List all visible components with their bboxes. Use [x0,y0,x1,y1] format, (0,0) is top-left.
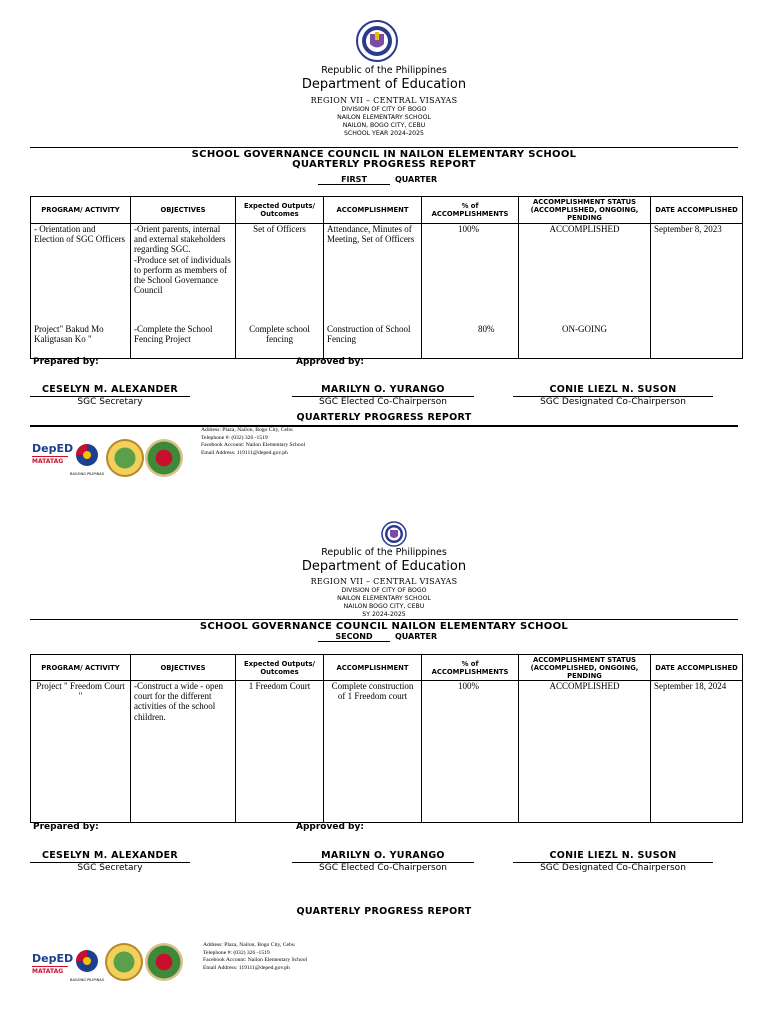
division-seal-icon [145,943,183,981]
school-text: NAILON ELEMENTARY SCHOOL [337,595,431,602]
col-date: DATE ACCOMPLISHED [651,197,743,224]
footer-address-block [201,427,305,457]
signatory-name: CESELYN M. ALEXANDER [41,850,179,861]
cell-program: Project" Bakud Mo Kaligtasan Ko " [31,324,131,359]
cell-outputs: Complete school fencing [236,324,324,359]
header-divider [30,619,738,620]
signatory-role: SGC Elected Co-Chairperson [319,863,447,873]
deped-matatag-logo: DepED MATATAG [32,952,74,975]
division-seal-icon [145,439,183,477]
col-status: ACCOMPLISHMENT STATUS (ACCOMPLISHED, ONGOING, PENDING [519,655,651,681]
table-row [31,324,743,359]
address-text: NAILON, BOGO CITY, CEBU [342,122,426,129]
col-program: PROGRAM/ ACTIVITY [31,197,131,224]
bagong-pilipinas-logo [70,947,104,985]
signatory-name: MARILYN O. YURANGO [321,850,445,861]
svg-text:BAGONG PILIPINAS: BAGONG PILIPINAS [70,978,104,982]
cell-outputs: Set of Officers [236,224,324,324]
cell-accomplishment: Complete construction of 1 Freedom court [324,681,422,823]
cell-objectives: -Orient parents, internal and external stakeholders regarding SGC. -Produce set of individuals to perform as members of the School Governance Council [131,224,236,324]
table-header-row [31,197,743,224]
cell-program: - Orientation and Election of SGC Officers [31,224,131,324]
prepared-by-label: Prepared by: [33,357,99,367]
report-subtitle: QUARTERLY PROGRESS REPORT [292,159,476,170]
signatory-role: SGC Secretary [77,863,143,873]
region-text: REGION VII – CENTRAL VISAYAS [310,577,458,586]
cell-percent: 100% [422,224,519,324]
table-row [31,224,743,324]
region-text: REGION VII – CENTRAL VISAYAS [310,96,458,105]
cell-date [651,324,743,359]
signatory-role: SGC Designated Co-Chairperson [540,863,686,873]
cell-status: ACCOMPLISHED [519,681,651,823]
progress-table-2 [30,654,743,823]
footer-address: Address: Plaza, Nailon, Bogo City, Cebu [201,427,293,433]
signatory-role: SGC Secretary [77,397,143,407]
col-outputs: Expected Outputs/ Outcomes [236,655,324,681]
col-percent: % of ACCOMPLISHMENTS [422,655,519,681]
col-status: ACCOMPLISHMENT STATUS (ACCOMPLISHED, ONGOING, PENDING [519,197,651,224]
cell-date: September 8, 2023 [651,224,743,324]
table-row [31,681,743,823]
cell-program: Project " Freedom Court " [31,681,131,823]
footer-telephone: Telephone #: (032) 326 -1519 [203,949,270,956]
school-text: NAILON ELEMENTARY SCHOOL [337,114,431,121]
cell-accomplishment: Attendance, Minutes of Meeting, Set of Officers [324,224,422,324]
footer-label: QUARTERLY PROGRESS REPORT [296,412,472,423]
footer-facebook: Facebook Account: Nailon Elementary School [201,442,306,449]
table-header-row [31,655,743,681]
cell-status: ACCOMPLISHED [519,224,651,324]
signatory-role: SGC Elected Co-Chairperson [319,397,447,407]
cell-accomplishment: Construction of School Fencing [324,324,422,359]
quarter-label: QUARTER [395,175,438,184]
cell-status: ON-GOING [519,324,651,359]
col-objectives: OBJECTIVES [131,197,236,224]
republic-text: Republic of the Philippines [321,547,447,558]
signatory-name: CONIE LIEZL N. SUSON [549,850,677,861]
col-program: PROGRAM/ ACTIVITY [31,655,131,681]
bagong-pilipinas-logo [70,441,104,479]
signatory-name: CESELYN M. ALEXANDER [41,384,179,395]
address-text: NAILON BOGO CITY, CEBU [343,603,425,610]
report-title: SCHOOL GOVERNANCE COUNCIL IN NAILON ELEMENTARY SCHOOL [191,149,577,160]
school-seal-icon [105,943,143,981]
footer-telephone: Telephone #: (032) 326 -1519 [201,434,268,441]
division-text: DIVISION OF CITY OF BOGO [341,106,427,113]
republic-text: Republic of the Philippines [321,65,447,76]
footer-divider [30,425,738,427]
col-accomplishment: ACCOMPLISHMENT [324,655,422,681]
footer-facebook: Facebook Account: Nailon Elementary School [203,957,308,964]
cell-percent: 80% [422,324,519,359]
approved-by-label: Approved by: [296,822,364,832]
deped-seal-icon [381,521,407,547]
deped-matatag-logo: DepED MATATAG [32,442,74,465]
progress-table-1 [30,196,743,359]
approved-by-label: Approved by: [296,357,364,367]
footer-label: QUARTERLY PROGRESS REPORT [296,906,472,917]
department-title: Department of Education [301,559,467,574]
footer-email: Email Address: 119111@deped.gov.ph [201,449,288,456]
school-year-text: SCHOOL YEAR 2024-2025 [344,130,424,137]
quarter-value: SECOND [318,632,390,642]
col-date: DATE ACCOMPLISHED [651,655,743,681]
signatory-name: MARILYN O. YURANGO [321,384,445,395]
col-outputs: Expected Outputs/ Outcomes [236,197,324,224]
col-accomplishment: ACCOMPLISHMENT [324,197,422,224]
cell-percent: 100% [422,681,519,823]
deped-seal-icon [356,20,398,62]
quarter-label: QUARTER [395,632,438,641]
header-divider [30,147,738,148]
report-title: SCHOOL GOVERNANCE COUNCIL NAILON ELEMENTARY SCHOOL [199,621,569,632]
signatory-name: CONIE LIEZL N. SUSON [549,384,677,395]
prepared-by-label: Prepared by: [33,822,99,832]
cell-objectives: -Complete the School Fencing Project [131,324,236,359]
cell-date: September 18, 2024 [651,681,743,823]
footer-address-block [203,942,307,972]
col-percent: % of ACCOMPLISHMENTS [422,197,519,224]
cell-outputs: 1 Freedom Court [236,681,324,823]
quarter-value: FIRST [318,175,390,185]
school-seal-icon [106,439,144,477]
col-objectives: OBJECTIVES [131,655,236,681]
department-title: Department of Education [301,77,467,92]
school-year-text: SY 2024-2025 [362,611,406,618]
svg-text:BAGONG PILIPINAS: BAGONG PILIPINAS [70,472,104,476]
division-text: DIVISION OF CITY OF BOGO [341,587,427,594]
signatory-role: SGC Designated Co-Chairperson [540,397,686,407]
footer-address: Address: Plaza, Nailon, Bogo City, Cebu [203,942,295,948]
cell-objectives: -Construct a wide - open court for the different activities of the school children. [131,681,236,823]
footer-email: Email Address: 119111@deped.gov.ph [203,964,290,971]
